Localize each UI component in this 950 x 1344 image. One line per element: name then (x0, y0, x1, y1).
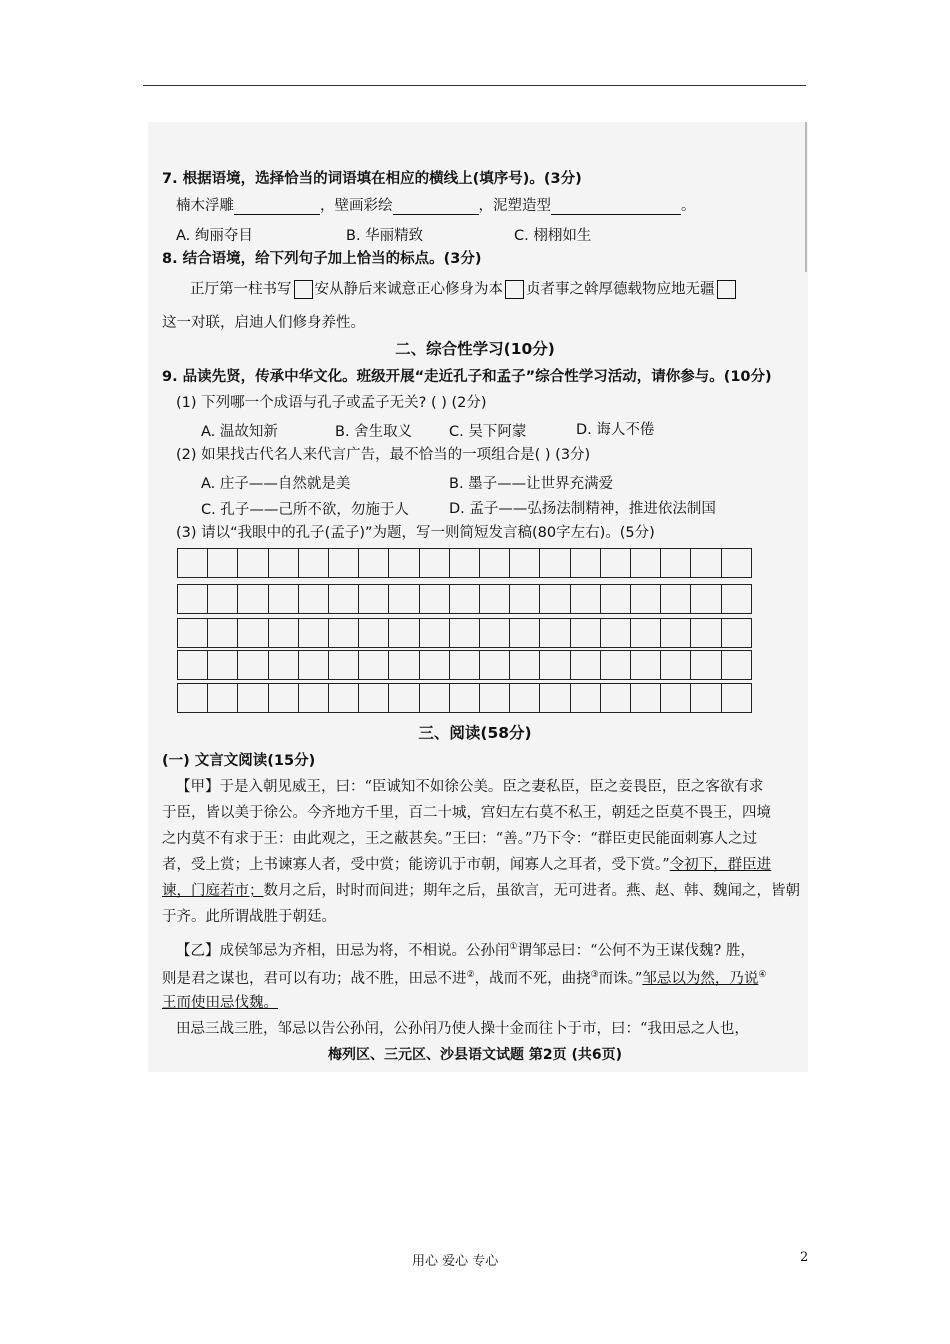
grid-cell[interactable] (601, 549, 631, 577)
q9-sub2-option-b: B. 墨子——让世界充满爱 (449, 476, 614, 492)
q7-item-2: ，壁画彩绘 (320, 198, 393, 214)
note-3: ③ (590, 970, 599, 980)
q9-stem: 9. 品读先贤，传承中华文化。班级开展“走近孔子和孟子”综合性学习活动，请你参与。(10分) (162, 369, 772, 385)
q9-sub1-option-c: C. 吴下阿蒙 (449, 424, 527, 440)
q9-sub3: (3) 请以“我眼中的孔子(孟子)”为题，写一则简短发言稿(80字左右)。(5分) (176, 525, 655, 541)
note-1: ① (509, 942, 518, 952)
grid-cell[interactable] (269, 651, 299, 679)
grid-cell[interactable] (389, 549, 419, 577)
grid-cell[interactable] (238, 651, 268, 679)
q7-stem: 7. 根据语境，选择恰当的词语填在相应的横线上(填序号)。(3分) (162, 171, 582, 187)
grid-cell[interactable] (480, 651, 510, 679)
grid-cell[interactable] (450, 651, 480, 679)
jia-underlined-1: 令初下，群臣进 (669, 857, 772, 873)
grid-cell[interactable] (510, 684, 540, 712)
grid-cell[interactable] (571, 619, 601, 647)
grid-cell[interactable] (238, 549, 268, 577)
grid-cell[interactable] (661, 684, 691, 712)
jia-line-2: 于臣，皆以美于徐公。今齐地方千里，百二十城，宫妇左右莫不私王，朝廷之臣莫不畏王，四境 (162, 805, 771, 821)
q7-blank-3[interactable] (551, 200, 681, 215)
q9-sub2: (2) 如果找古代名人来代言广告，最不恰当的一项组合是( ) (3分) (176, 447, 591, 463)
grid-cell[interactable] (510, 619, 540, 647)
grid-cell[interactable] (359, 585, 389, 613)
q8-part-3: 贞者事之斡厚德载物应地无疆 (526, 281, 715, 298)
q7-blank-1[interactable] (234, 200, 320, 215)
grid-cell[interactable] (661, 651, 691, 679)
q7-option-a: A. 绚丽夺目 (176, 228, 253, 244)
yi-text-3: 则是君之谋也，君可以有功；战不胜，田忌不进 (162, 970, 467, 987)
grid-cell[interactable] (329, 619, 359, 647)
grid-cell[interactable] (178, 619, 208, 647)
grid-cell[interactable] (480, 549, 510, 577)
grid-cell[interactable] (299, 619, 329, 647)
q8-tail: 这一对联，启迪人们修身养性。 (162, 315, 365, 331)
q7-item-1: 楠木浮雕 (176, 198, 234, 214)
grid-cell[interactable] (571, 585, 601, 613)
jia-line-1: 【甲】于是入朝见威王，曰：“臣诚知不如徐公美。臣之妻私臣，臣之妾畏臣，臣之客欲有求 (176, 779, 764, 795)
grid-row (177, 650, 752, 680)
grid-cell[interactable] (510, 549, 540, 577)
grid-cell[interactable] (631, 619, 661, 647)
grid-cell[interactable] (389, 585, 419, 613)
grid-cell[interactable] (540, 585, 570, 613)
jia-line-5-text: 数月之后，时时而间进；期年之后，虽欲言，无可进者。燕、赵、韩、魏闻之，皆朝 (263, 883, 800, 899)
grid-cell[interactable] (601, 651, 631, 679)
grid-cell[interactable] (238, 585, 268, 613)
q8-part-1: 正厅第一柱书写 (190, 281, 292, 298)
section-3-title: 三、阅读(58分) (418, 724, 532, 742)
grid-cell[interactable] (722, 651, 751, 679)
grid-cell[interactable] (540, 684, 570, 712)
q9-sub1-option-b: B. 舍生取义 (335, 424, 413, 440)
q7-option-b: B. 华丽精致 (346, 228, 424, 244)
grid-cell[interactable] (269, 684, 299, 712)
grid-cell[interactable] (722, 549, 751, 577)
grid-cell[interactable] (178, 684, 208, 712)
grid-cell[interactable] (571, 549, 601, 577)
grid-cell[interactable] (178, 651, 208, 679)
grid-cell[interactable] (359, 684, 389, 712)
grid-cell[interactable] (299, 684, 329, 712)
q7-fill-line (176, 197, 696, 215)
grid-cell[interactable] (450, 585, 480, 613)
grid-cell[interactable] (601, 585, 631, 613)
grid-cell[interactable] (571, 651, 601, 679)
grid-cell[interactable] (420, 619, 450, 647)
grid-cell[interactable] (480, 585, 510, 613)
grid-cell[interactable] (299, 549, 329, 577)
grid-cell[interactable] (540, 549, 570, 577)
grid-row (177, 584, 752, 614)
grid-cell[interactable] (269, 585, 299, 613)
grid-cell[interactable] (359, 549, 389, 577)
grid-cell[interactable] (480, 684, 510, 712)
grid-cell[interactable] (722, 585, 751, 613)
grid-cell[interactable] (329, 651, 359, 679)
grid-cell[interactable] (329, 549, 359, 577)
grid-cell[interactable] (208, 651, 238, 679)
jia-underlined-2: 谏，门庭若市； (162, 883, 264, 899)
grid-cell[interactable] (178, 585, 208, 613)
grid-cell[interactable] (722, 684, 751, 712)
grid-cell[interactable] (389, 684, 419, 712)
q8-couplet (190, 280, 738, 299)
grid-cell[interactable] (691, 651, 721, 679)
grid-cell[interactable] (631, 549, 661, 577)
q7-blank-2[interactable] (393, 200, 479, 215)
grid-cell[interactable] (691, 619, 721, 647)
grid-cell[interactable] (691, 585, 721, 613)
grid-cell[interactable] (631, 651, 661, 679)
scan-edge (805, 122, 807, 272)
grid-cell[interactable] (420, 549, 450, 577)
grid-cell[interactable] (420, 585, 450, 613)
yi-line-1 (176, 938, 755, 960)
grid-cell[interactable] (299, 585, 329, 613)
yi-text-5: 而诛。” (598, 970, 643, 987)
grid-cell[interactable] (420, 651, 450, 679)
grid-cell[interactable] (208, 619, 238, 647)
grid-cell[interactable] (691, 549, 721, 577)
page-number: 2 (800, 1250, 809, 1265)
grid-cell[interactable] (661, 585, 691, 613)
grid-cell[interactable] (571, 684, 601, 712)
grid-cell[interactable] (722, 619, 751, 647)
grid-cell[interactable] (178, 549, 208, 577)
grid-cell[interactable] (238, 684, 268, 712)
yi-underlined-1: 邹忌以为然，乃说 (642, 970, 759, 987)
grid-cell[interactable] (208, 585, 238, 613)
grid-cell[interactable] (389, 651, 419, 679)
yi-line-3 (162, 994, 278, 1012)
grid-cell[interactable] (299, 651, 329, 679)
grid-cell[interactable] (450, 684, 480, 712)
yi-text-4: ，战而不死，曲挠 (474, 970, 591, 987)
q9-sub2-option-c: C. 孔子——己所不欲，勿施于人 (201, 502, 409, 518)
q9-sub1-option-a: A. 温故知新 (201, 424, 278, 440)
q7-item-4: 。 (681, 198, 696, 214)
q8-stem: 8. 结合语境，给下列句子加上恰当的标点。(3分) (162, 251, 482, 267)
grid-cell[interactable] (540, 651, 570, 679)
grid-cell[interactable] (601, 684, 631, 712)
q8-punct-box-1[interactable] (294, 280, 313, 299)
grid-cell[interactable] (510, 651, 540, 679)
section-2-title: 二、综合性学习(10分) (395, 340, 555, 358)
q9-sub2-option-d: D. 孟子——弘扬法制精神，推进依法制国 (449, 501, 716, 517)
yi-text-1: 【乙】成侯邹忌为齐相，田忌为将，不相说。公孙闬 (176, 942, 510, 959)
jia-line-3: 之内莫不有求于王：由此观之，王之蔽甚矣。”王曰：“善。”乃下令：“群臣吏民能面刺寡人之过 (162, 831, 758, 847)
note-4: ④ (758, 970, 767, 980)
q8-punct-box-2[interactable] (505, 280, 524, 299)
grid-cell[interactable] (238, 619, 268, 647)
reading-heading: (一) 文言文阅读(15分) (162, 753, 316, 769)
q7-item-3: ，泥塑造型 (478, 198, 551, 214)
grid-cell[interactable] (208, 549, 238, 577)
grid-cell[interactable] (269, 549, 299, 577)
grid-cell[interactable] (450, 619, 480, 647)
grid-cell[interactable] (661, 549, 691, 577)
jia-line-4 (162, 856, 771, 874)
yi-underlined-2: 王而使田忌伐魏。 (162, 995, 278, 1011)
inner-footer: 梅列区、三元区、沙县语文试题 第2页 (共6页) (327, 1047, 623, 1063)
q8-part-2: 安从静后来诚意正心修身为本 (314, 281, 503, 298)
grid-cell[interactable] (450, 549, 480, 577)
grid-cell[interactable] (601, 619, 631, 647)
grid-row (177, 683, 752, 713)
grid-row (177, 618, 752, 648)
grid-cell[interactable] (510, 585, 540, 613)
header-rule (143, 85, 806, 86)
yi-line-4: 田忌三战三胜，邹忌以告公孙闬，公孙闬乃使人操十金而往卜于市，曰：“我田忌之人也， (176, 1021, 749, 1037)
grid-cell[interactable] (631, 585, 661, 613)
note-2: ② (466, 970, 475, 980)
q8-punct-box-3[interactable] (717, 280, 736, 299)
grid-cell[interactable] (420, 684, 450, 712)
grid-cell[interactable] (389, 619, 419, 647)
grid-cell[interactable] (269, 619, 299, 647)
grid-cell[interactable] (329, 684, 359, 712)
q7-option-c: C. 栩栩如生 (514, 228, 592, 244)
grid-cell[interactable] (359, 651, 389, 679)
yi-line-2 (162, 966, 766, 988)
grid-cell[interactable] (540, 619, 570, 647)
jia-line-4-text: 者，受上赏；上书谏寡人者，受中赏；能谤讥于市朝，闻寡人之耳者，受下赏。” (162, 857, 670, 873)
grid-cell[interactable] (661, 619, 691, 647)
grid-cell[interactable] (329, 585, 359, 613)
jia-line-5 (162, 882, 800, 900)
jia-line-6: 于齐。此所谓战胜于朝廷。 (162, 909, 336, 925)
page-footer-center: 用心 爱心 专心 (412, 1254, 499, 1269)
grid-cell[interactable] (208, 684, 238, 712)
grid-cell[interactable] (480, 619, 510, 647)
grid-row (177, 548, 752, 578)
q9-sub1: (1) 下列哪一个成语与孔子或孟子无关? ( ) (2分) (176, 395, 487, 411)
q9-sub1-option-d: D. 诲人不倦 (576, 422, 655, 438)
grid-cell[interactable] (631, 684, 661, 712)
q9-sub2-option-a: A. 庄子——自然就是美 (201, 476, 351, 492)
yi-text-2: 谓邹忌曰：“公何不为王谋伐魏? 胜， (517, 942, 755, 959)
grid-cell[interactable] (359, 619, 389, 647)
grid-cell[interactable] (691, 684, 721, 712)
